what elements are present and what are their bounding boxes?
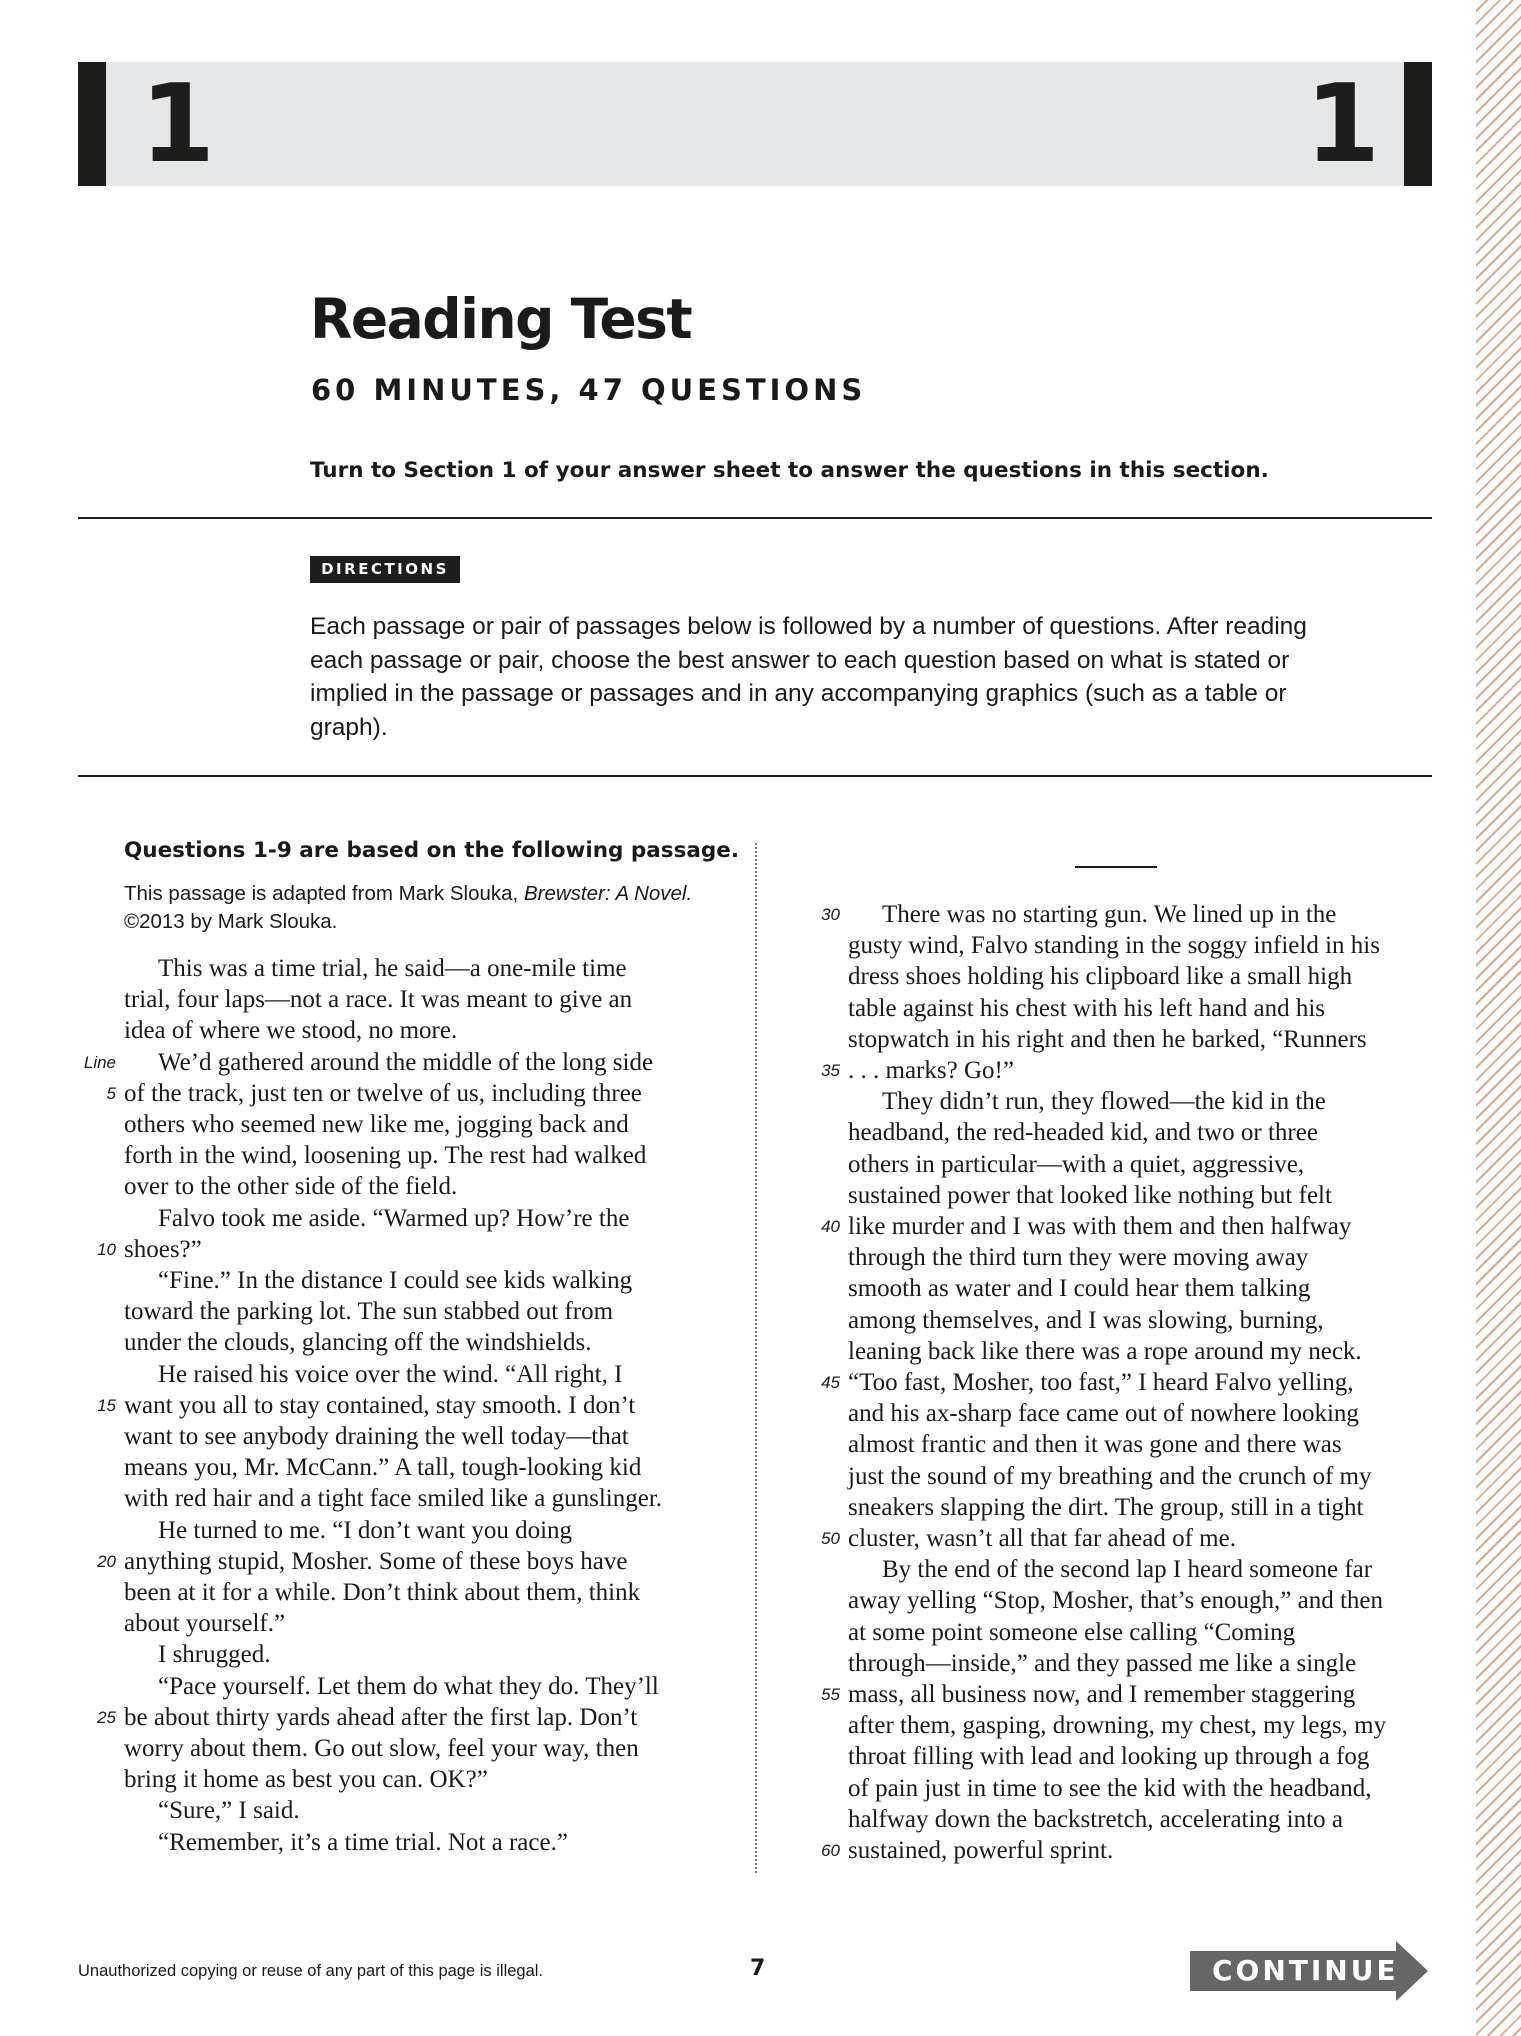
- passage-line: of the track, just ten or twelve of us, including three: [124, 1079, 642, 1107]
- passage-line: Falvo took me aside. “Warmed up? How’re the: [158, 1204, 630, 1232]
- passage-line: others who seemed new like me, jogging back and: [124, 1111, 629, 1138]
- passage-line: I shrugged.: [158, 1641, 271, 1669]
- continue-button[interactable]: [1190, 1941, 1428, 2001]
- passage-line: stopwatch in his right and then he barked, “Runners: [848, 1025, 1367, 1053]
- column-divider: [755, 843, 757, 1873]
- page-number: 7: [750, 1956, 766, 1981]
- passage-line: want to see anybody draining the well today—that: [124, 1423, 629, 1450]
- section-number-left: 1: [140, 62, 216, 187]
- passage-line: at some point someone else calling “Coming: [848, 1618, 1296, 1646]
- passage-line: idea of where we stood, no more.: [124, 1017, 458, 1045]
- passage-line: over to the other side of the field.: [124, 1173, 458, 1201]
- passage-heading: Questions 1-9 are based on the following passage.: [124, 838, 740, 863]
- line-number: 45: [821, 1373, 840, 1392]
- copyright-notice: Unauthorized copying or reuse of any part of this page is illegal.: [78, 1962, 544, 1980]
- passage-line: table against his chest with his left hand and his: [848, 994, 1325, 1022]
- line-number: 50: [821, 1529, 840, 1548]
- passage-source: [124, 880, 744, 936]
- passage-line: “Remember, it’s a time trial. Not a race.”: [158, 1828, 568, 1856]
- passage-line: gusty wind, Falvo standing in the soggy infield in his: [848, 932, 1380, 960]
- line-number: 60: [821, 1841, 840, 1860]
- passage-line: They didn’t run, they flowed—the kid in the: [882, 1088, 1326, 1116]
- passage-line: . . . marks? Go!”: [848, 1057, 1014, 1084]
- passage-line: He raised his voice over the wind. “All right, I: [158, 1360, 623, 1388]
- passage-line: like murder and I was with them and then halfway: [848, 1213, 1352, 1240]
- section-header-bar-left: [78, 62, 106, 186]
- passage-line: mass, all business now, and I remember staggering: [848, 1681, 1356, 1708]
- line-number: 5: [106, 1083, 116, 1103]
- passage-line: sneakers slapping the dirt. The group, still in a tight: [848, 1493, 1364, 1521]
- passage-line: bring it home as best you can. OK?”: [124, 1766, 488, 1794]
- passage-line: toward the parking lot. The sun stabbed out from: [124, 1298, 614, 1326]
- directions-text: Each passage or pair of passages below is followed by a number of questions. After reading each passage or pair, choose the best answer to each question based on what is stated or implied in the passage or passages and in any accompanying graphics (such as a table or graph).: [310, 613, 1307, 741]
- passage-line: leaning back like there was a rope around my neck.: [848, 1337, 1362, 1365]
- page-subtitle: 60 MINUTES, 47 QUESTIONS: [311, 373, 867, 407]
- hatched-margin: [1476, 0, 1521, 2036]
- directions-label: DIRECTIONS: [310, 556, 460, 583]
- line-number: 35: [821, 1061, 840, 1080]
- passage-line: halfway down the backstretch, accelerating into a: [848, 1805, 1343, 1833]
- source-suffix: ©2013 by Mark Slouka.: [124, 910, 338, 933]
- source-prefix: This passage is adapted from Mark Slouka,: [124, 882, 524, 905]
- passage-line: “Too fast, Mosher, too fast,” I heard Falvo yelling,: [848, 1369, 1354, 1396]
- passage-line: after them, gasping, drowning, my chest, my legs, my: [848, 1712, 1387, 1740]
- passage-line: be about thirty yards ahead after the first lap. Don’t: [124, 1703, 638, 1731]
- line-number: 15: [97, 1395, 116, 1415]
- passage-line: about yourself.”: [124, 1610, 286, 1638]
- passage-separator-rule: [1075, 866, 1157, 868]
- passage-line: There was no starting gun. We lined up in the: [882, 901, 1337, 928]
- passage-line: been at it for a while. Don’t think about them, think: [124, 1579, 641, 1606]
- passage-line: worry about them. Go out slow, feel your way, then: [124, 1735, 639, 1762]
- page-title: Reading Test: [310, 287, 692, 351]
- passage-line: almost frantic and then it was gone and there was: [848, 1431, 1342, 1459]
- passage-line: “Pace yourself. Let them do what they do. They’ll: [158, 1672, 659, 1700]
- passage-line: This was a time trial, he said—a one-mile time: [158, 955, 627, 982]
- passage-line: sustained, powerful sprint.: [848, 1837, 1114, 1864]
- passage-line: anything stupid, Mosher. Some of these boys have: [124, 1547, 628, 1575]
- passage-line: others in particular—with a quiet, aggressive,: [848, 1150, 1305, 1178]
- source-title: Brewster: A Novel.: [523, 882, 693, 905]
- bottom-divider: [78, 775, 1432, 777]
- passage-line: away yelling “Stop, Mosher, that’s enough,” and then: [848, 1587, 1383, 1615]
- answer-sheet-instruction: Turn to Section 1 of your answer sheet to answer the questions in this section.: [310, 458, 1269, 483]
- passage-line: He turned to me. “I don’t want you doing: [158, 1516, 573, 1544]
- passage-line: trial, four laps—not a race. It was meant to give an: [124, 986, 633, 1014]
- passage-line: We’d gathered around the middle of the long side: [158, 1048, 654, 1076]
- passage-line: shoes?”: [124, 1235, 202, 1263]
- passage-line: among themselves, and I was slowing, burning,: [848, 1306, 1324, 1334]
- line-number: 40: [821, 1217, 840, 1236]
- line-label: Line: [83, 1052, 116, 1072]
- passage-line: through the third turn they were moving away: [848, 1244, 1309, 1272]
- passage-line: cluster, wasn’t all that far ahead of me.: [848, 1525, 1236, 1552]
- passage-line: smooth as water and I could hear them talking: [848, 1275, 1311, 1303]
- passage-line: headband, the red-headed kid, and two or three: [848, 1119, 1318, 1147]
- line-number: 25: [97, 1707, 116, 1727]
- passage-line: and his ax-sharp face came out of nowhere looking: [848, 1400, 1359, 1428]
- passage-line: “Fine.” In the distance I could see kids walking: [158, 1267, 633, 1294]
- top-divider: [78, 517, 1432, 519]
- passage-line: just the sound of my breathing and the crunch of my: [848, 1462, 1372, 1490]
- passage-line: By the end of the second lap I heard someone far: [882, 1556, 1373, 1584]
- section-number-right: 1: [1305, 62, 1381, 187]
- passage-line: under the clouds, glancing off the windshields.: [124, 1329, 592, 1357]
- passage-line: forth in the wind, loosening up. The rest had walked: [124, 1142, 647, 1170]
- passage-line: throat filling with lead and looking up through a fog: [848, 1743, 1370, 1771]
- passage-line: want you all to stay contained, stay smooth. I don’t: [124, 1391, 636, 1419]
- passage-line: of pain just in time to see the kid with the headband,: [848, 1774, 1372, 1802]
- passage-line: through—inside,” and they passed me like a single: [848, 1649, 1357, 1677]
- passage-line: dress shoes holding his clipboard like a small high: [848, 963, 1353, 991]
- line-number: 30: [821, 905, 840, 924]
- section-header-bar-right: [1404, 62, 1432, 186]
- passage-line: “Sure,” I said.: [158, 1797, 300, 1825]
- passage-line: sustained power that looked like nothing but felt: [848, 1181, 1332, 1209]
- passage-line: means you, Mr. McCann.” A tall, tough-looking kid: [124, 1454, 642, 1482]
- line-number: 55: [821, 1685, 840, 1704]
- line-number: 20: [97, 1551, 116, 1571]
- continue-label: CONTINUE: [1212, 1954, 1399, 1987]
- section-header-band: [78, 62, 1432, 186]
- line-number: 10: [97, 1239, 116, 1259]
- passage-line: with red hair and a tight face smiled like a gunslinger.: [124, 1485, 663, 1513]
